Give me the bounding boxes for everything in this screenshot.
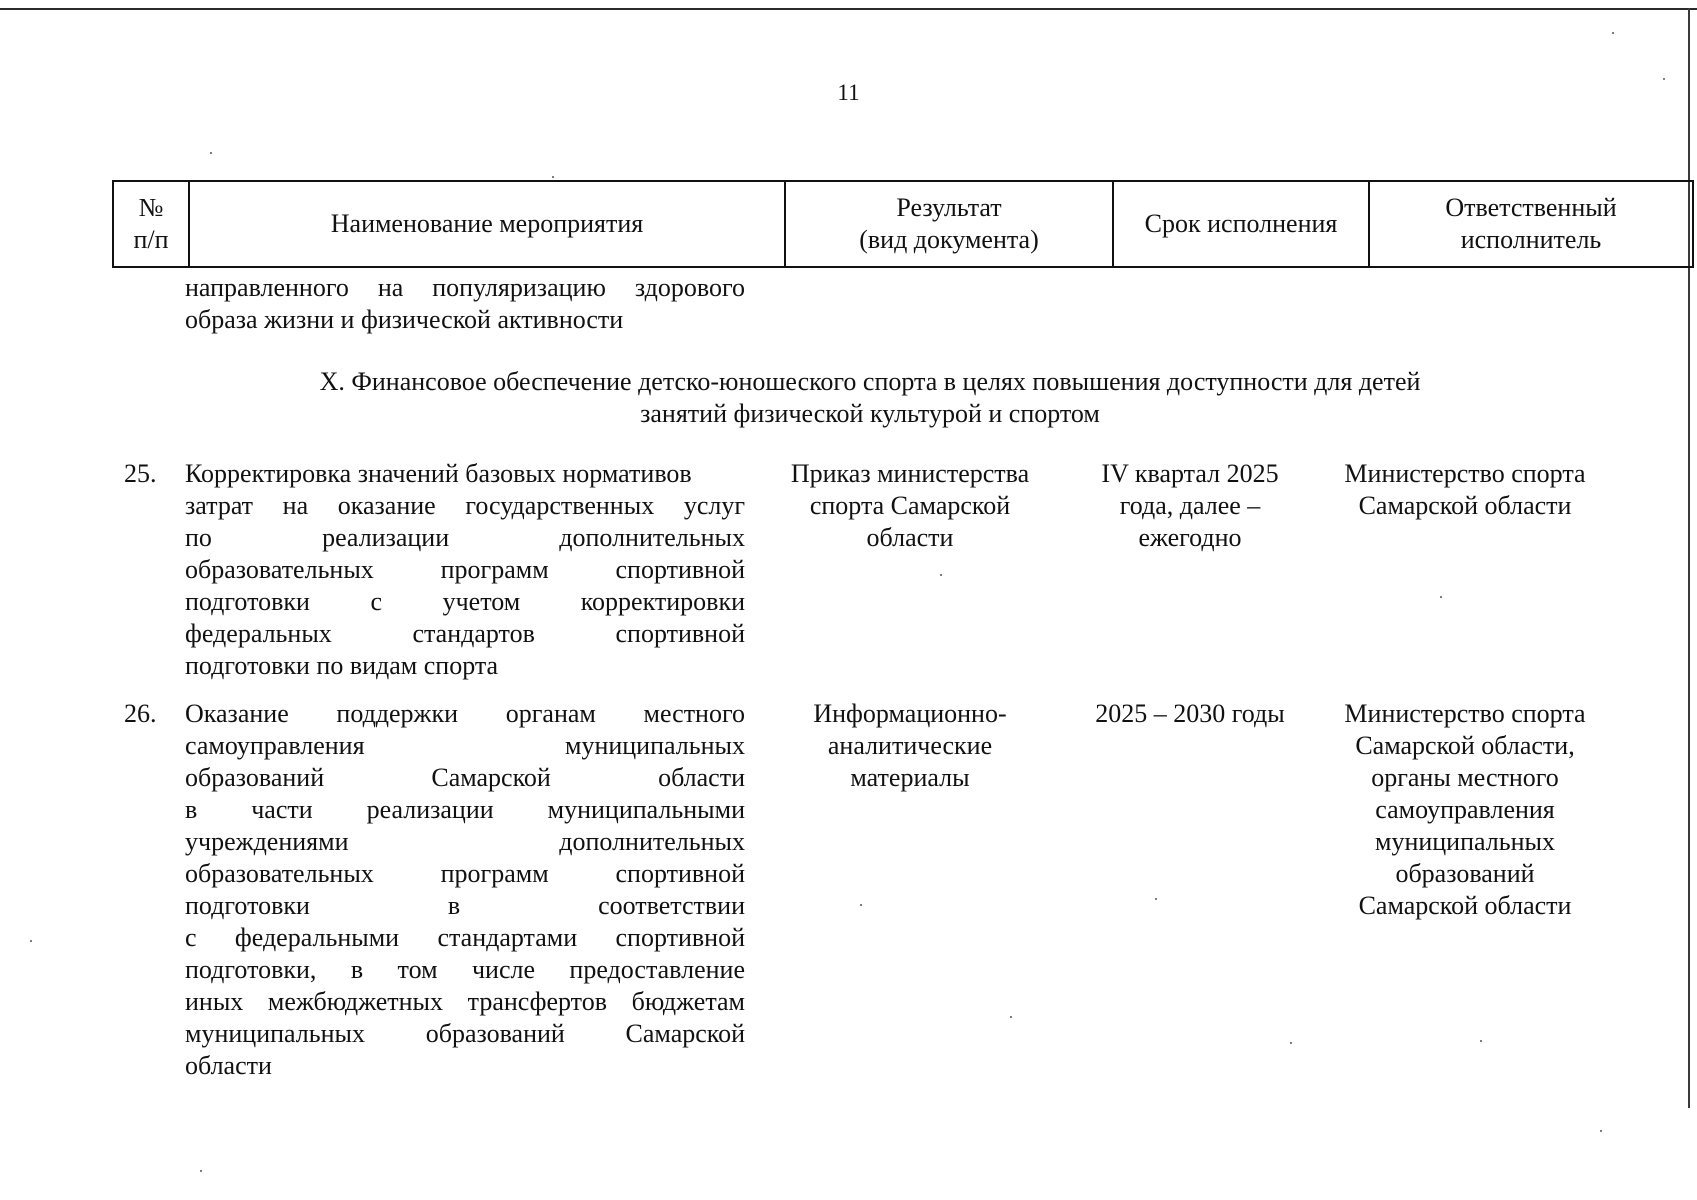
header-result-line-1: Результат <box>896 193 1002 222</box>
activity-line: с федеральными стандартами спортивной <box>185 923 745 952</box>
right-border-line <box>1688 8 1690 1108</box>
top-border-line <box>0 8 1697 10</box>
table-header-row <box>113 181 1693 267</box>
scan-speck <box>552 176 554 178</box>
header-name-line-1: Наименование мероприятия <box>330 209 644 238</box>
continued-line: направленного на популяризацию здорового <box>185 273 745 302</box>
scan-speck <box>1290 1042 1292 1044</box>
header-result-line-2: (вид документа) <box>859 225 1039 254</box>
scan-speck <box>1600 1130 1602 1132</box>
result-line: Приказ министерства <box>790 459 1030 488</box>
continued-line: образа жизни и физической активности <box>185 305 624 334</box>
activity-line: образовательных программ спортивной <box>185 859 745 888</box>
responsible-line: самоуправления <box>1375 795 1555 824</box>
term-line: года, далее – <box>1119 491 1261 520</box>
row-term <box>1070 458 1310 554</box>
section-title <box>220 366 1520 430</box>
scan-speck <box>210 152 212 154</box>
activity-line: области <box>185 1051 272 1080</box>
responsible-line: органы местного <box>1371 763 1559 792</box>
responsible-line: Самарской области <box>1358 891 1572 920</box>
scan-speck <box>1440 596 1442 598</box>
header-cell-term <box>1113 181 1369 267</box>
scan-speck <box>940 574 942 576</box>
header-number-line-2: п/п <box>133 225 169 254</box>
activity-line: самоуправления муниципальных <box>185 731 745 760</box>
row-result <box>760 698 1060 794</box>
page-number: 11 <box>837 80 860 105</box>
row-responsible <box>1320 698 1610 922</box>
responsible-line: Министерство спорта <box>1344 459 1586 488</box>
continued-item-text <box>185 272 745 336</box>
term-line: IV квартал 2025 <box>1101 459 1279 488</box>
term-line: ежегодно <box>1138 523 1242 552</box>
activity-line: подготовки по видам спорта <box>185 651 499 680</box>
header-cell-result <box>785 181 1113 267</box>
header-cell-responsible <box>1369 181 1693 267</box>
activity-line: подготовки с учетом корректировки <box>185 587 745 616</box>
activity-line: федеральных стандартов спортивной <box>185 619 745 648</box>
responsible-line: Самарской области <box>1358 491 1572 520</box>
activity-line: образовательных программ спортивной <box>185 555 745 584</box>
responsible-line: Министерство спорта <box>1344 699 1586 728</box>
header-number-line-1: № <box>138 193 164 222</box>
row-activity-name <box>185 698 745 1082</box>
activity-line: Корректировка значений базовых нормативов <box>185 459 692 488</box>
activity-line: учреждениями дополнительных <box>185 827 745 856</box>
scan-speck <box>200 1170 202 1172</box>
scan-speck <box>30 940 32 942</box>
result-line: спорта Самарской <box>809 491 1011 520</box>
header-term-line-1: Срок исполнения <box>1144 209 1338 238</box>
row-result <box>760 458 1060 554</box>
activity-line: образований Самарской области <box>185 763 745 792</box>
result-line: аналитические <box>827 731 993 760</box>
activity-line: муниципальных образований Самарской <box>185 1019 745 1048</box>
row-number: 26. <box>124 699 157 728</box>
row-term <box>1070 698 1310 730</box>
activity-line: Оказание поддержки органам местного <box>185 699 745 728</box>
row-responsible <box>1320 458 1610 522</box>
responsible-line: образований <box>1395 859 1535 888</box>
header-responsible-line-1: Ответственный <box>1445 193 1617 222</box>
scan-speck <box>1612 32 1614 34</box>
section-title-line: X. Финансовое обеспечение детско-юношеского спорта в целях повышения доступности для детей <box>319 367 1421 396</box>
result-line: области <box>866 523 954 552</box>
scan-speck <box>1480 1040 1482 1042</box>
term-line: 2025 – 2030 годы <box>1095 699 1285 728</box>
scan-speck <box>1010 1016 1012 1018</box>
table-header <box>112 180 1694 268</box>
responsible-line: Самарской области, <box>1355 731 1575 760</box>
responsible-line: муниципальных <box>1374 827 1555 856</box>
activity-line: затрат на оказание государственных услуг <box>185 491 745 520</box>
result-line: материалы <box>850 763 970 792</box>
section-title-line: занятий физической культурой и спортом <box>640 399 1100 428</box>
activity-line: в части реализации муниципальными <box>185 795 745 824</box>
activity-line: иных межбюджетных трансфертов бюджетам <box>185 987 745 1016</box>
row-activity-name <box>185 458 745 682</box>
scan-speck <box>1155 898 1157 900</box>
header-cell-name <box>189 181 785 267</box>
scan-speck <box>1663 78 1665 80</box>
scan-speck <box>860 904 862 906</box>
result-line: Информационно- <box>813 699 1007 728</box>
header-responsible-line-2: исполнитель <box>1460 225 1602 254</box>
activity-line: подготовки в соответствии <box>185 891 745 920</box>
header-cell-number <box>113 181 189 267</box>
activity-line: подготовки, в том числе предоставление <box>185 955 745 984</box>
activity-line: по реализации дополнительных <box>185 523 745 552</box>
row-number: 25. <box>124 459 157 488</box>
